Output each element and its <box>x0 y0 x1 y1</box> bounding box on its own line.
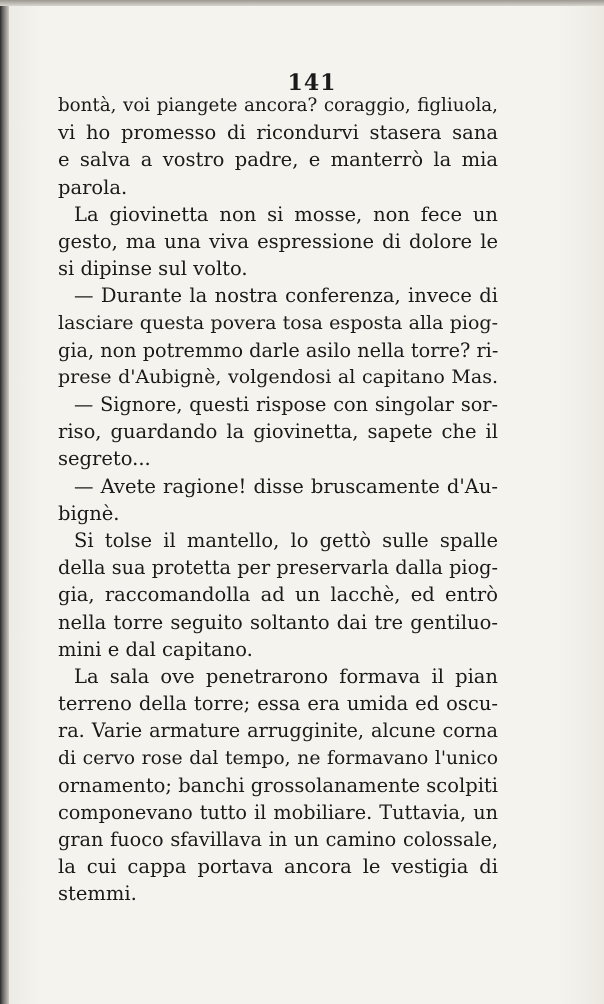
text-line: di cervo rose dal tempo, ne formavano l'unico <box>58 747 498 769</box>
text-line: — Durante la nostra conferenza, invece di <box>74 284 498 308</box>
text-line: nella torre seguito soltanto dai tre gentiluo- <box>58 610 498 634</box>
book-spine-shadow <box>0 0 9 1004</box>
text-line: Si tolse il mantello, lo gettò sulle spalle <box>74 529 498 552</box>
text-line: ra. Varie armature arrugginite, alcune corna <box>58 719 498 743</box>
text-line: gia, raccomandolla ad un lacchè, ed entrò <box>58 583 498 607</box>
page-top-edge <box>0 0 604 6</box>
body-text <box>58 92 498 908</box>
text-line: gia, non potremmo darle asilo nella torre? ri- <box>58 338 499 362</box>
text-line: terreno della torre; essa era umida ed oscu- <box>58 692 498 716</box>
text-line: bignè. <box>58 501 120 525</box>
text-line: riso, guardando la giovinetta, sapete che il <box>58 420 498 444</box>
text-line: — Avete ragione! disse bruscamente d'Au- <box>74 474 498 498</box>
text-line: ornamento; banchi grossolanamente scolpiti <box>58 773 498 797</box>
text-line: bontà, voi piangete ancora? coraggio, figliuola, <box>58 95 498 116</box>
text-line: parola. <box>58 175 128 199</box>
text-line: La giovinetta non si mosse, non fece un <box>74 202 498 226</box>
text-line: La sala ove penetrarono formava il pian <box>74 664 498 688</box>
text-line: lasciare questa povera tosa esposta alla piog- <box>58 311 498 334</box>
text-line: stemmi. <box>58 882 137 906</box>
text-line: gesto, ma una viva espressione di dolore le <box>58 229 498 253</box>
text-line: gran fuoco sfavillava in un camino colossale, <box>58 828 498 852</box>
page-number: 141 <box>287 70 337 96</box>
text-line: e salva a vostro padre, e manterrò la mia <box>58 148 498 172</box>
text-line: mini e dal capitano. <box>58 637 253 661</box>
text-line: — Signore, questi rispose con singolar sor- <box>74 393 498 417</box>
text-line: segreto... <box>58 447 151 471</box>
text-line: prese d'Aubignè, volgendosi al capitano Mas. <box>58 365 498 388</box>
text-line: la cui cappa portava ancora le vestigia di <box>58 855 498 879</box>
text-line: componevano tutto il mobiliare. Tuttavia, un <box>58 800 498 824</box>
text-line: della sua protetta per preservarla dalla piog- <box>58 556 498 580</box>
text-line: vi ho promesso di ricondurvi stasera sana <box>58 121 498 145</box>
text-line: si dipinse sul volto. <box>58 257 248 281</box>
